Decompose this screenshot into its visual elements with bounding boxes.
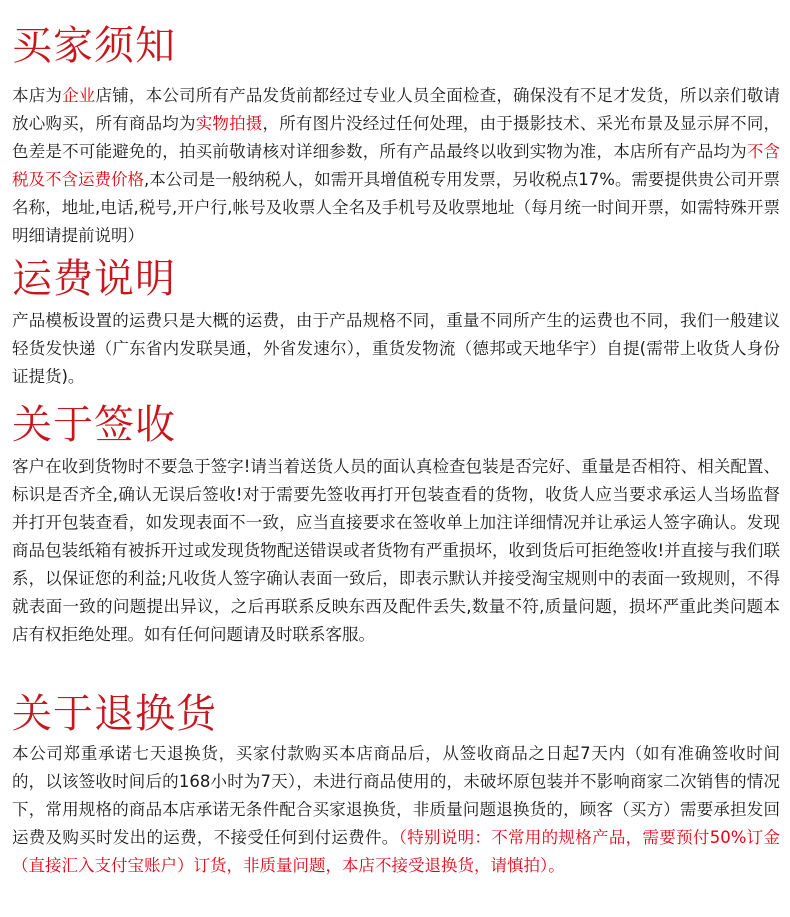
- highlight-price-excludes-tax: 不含税及不含运费价格: [12, 142, 781, 189]
- shipping-body: 产品模板设置的运费只是大概的运费，由于产品规格不同，重量不同所产生的运费也不同，我们一般建议轻货发快递（广东省内发联昊通，外省发速尔），重货发物流（德邦或天地华宇）自提(需带上收货人身份证提货)。: [12, 311, 780, 386]
- section-shipping: [12, 255, 780, 391]
- shipping-title: 运费说明: [12, 256, 176, 302]
- text-run: 本公司郑重承诺七天退换货，买家付款购买本店商品后，从签收商品之日起7天内（如有准确签收时间的，以该签收时间后的168小时为7天），未进行商品使用的，未破坏原包装并不影响商家二次销售的情况下，常用规格的商品本店承诺无条件配合买家退换货，非质量问题退换货的，顾客（买方）需要承担发回运费及购买时发出的运费，不接受任何到付运费件。: [12, 744, 780, 847]
- receiving-title: 关于签收: [12, 402, 176, 448]
- section-receiving: [12, 401, 780, 649]
- text-run: 本店为: [12, 86, 63, 105]
- buyer-notice-title: 买家须知: [12, 23, 176, 69]
- text-run: 店铺，本公司所有产品发货前都经过专业人员全面检查，确保没有不足才发货，所以亲们敬请放心购买，所有商品均为: [12, 86, 781, 133]
- special-note: （特别说明：不常用的规格产品，需要预付50%订金（直接汇入支付宝账户）订货，非质量问题，本店不接受退换货，请慎拍）。: [12, 828, 780, 875]
- buyer-notice-body: [12, 82, 780, 250]
- section-buyer-notice: [12, 22, 780, 250]
- text-run: ，所有图片没经过任何处理，由于摄影技术、采光布景及显示屏不同，色差是不可能避免的，拍买前敬请核对详细参数，所有产品最终以收到实物为准，本店所有产品均为: [12, 114, 781, 161]
- returns-title: 关于退换货: [12, 691, 217, 737]
- section-returns: [12, 690, 780, 880]
- returns-body: [12, 740, 780, 880]
- text-run: ,本公司是一般纳税人，如需开具增值税专用发票，另收税点17%。需要提供贵公司开票名称，地址,电话,税号,开户行,帐号及收票人全名及手机号及收票地址（每月统一时间开票，如需特殊开票明细请提前说明）: [12, 170, 780, 245]
- receiving-body: 客户在收到货物时不要急于签字!请当着送货人员的面认真检查包装是否完好、重量是否相符、相关配置、标识是否齐全,确认无误后签收!对于需要先签收再打开包装查看的货物，收货人应当要求承运人当场监督并打开包装查看，如发现表面不一致，应当直接要求在签收单上加注详细情况并让承运人签字确认。发现商品包装纸箱有被拆开过或发现货物配送错误或者货物有严重损坏，收到货后可拒绝签收!并直接与我们联系，以保证您的利益;凡收货人签字确认表面一致后，即表示默认并接受淘宝规则中的表面一致规则，不得就表面一致的问题提出异议，之后再联系反映东西及配件丢失,数量不符,质量问题，损坏严重此类问题本店有权拒绝处理。如有任何问题请及时联系客服。: [12, 457, 780, 644]
- highlight-enterprise: 企业: [62, 86, 96, 105]
- highlight-real-photo: 实物拍摄: [195, 114, 263, 133]
